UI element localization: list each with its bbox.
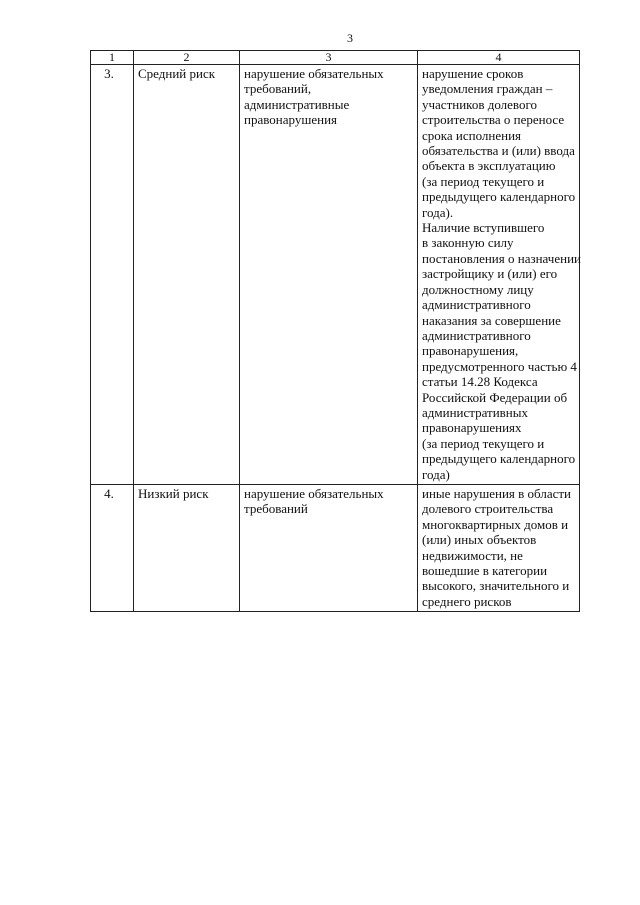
column-header-1: 1 [91,51,134,65]
criteria-line: Наличие вступившего [422,220,545,236]
criteria-line: вошедшие в категории [422,563,548,578]
violation-type-line: требований, [244,81,312,97]
criteria-line: в законную силу [422,235,514,251]
row-number: 4. [91,484,134,611]
violation-type-line: правонарушения [244,112,338,128]
criteria-line: Российской Федерации об [422,389,568,405]
criteria-line: постановления о назначении [422,250,581,266]
criteria-line: года) [422,466,450,482]
risk-category: Средний риск [134,65,240,485]
risk-category-table [90,50,580,612]
criteria-line: строительства о переносе [422,112,565,128]
row-number: 3. [91,65,134,485]
violation-type [240,484,418,611]
criteria-line: года). [422,204,454,220]
violation-type-line: административные [244,96,350,112]
criteria-line: срока исполнения [422,127,522,143]
criteria-line: объекта в эксплуатацию [422,158,556,174]
table-row [91,65,580,485]
violation-type [240,65,418,485]
criteria-line: (за период текущего и [422,435,545,451]
criteria-line: правонарушения, [422,343,519,359]
criteria-line: наказания за совершение [422,312,561,328]
criteria-line: (за период текущего и [422,173,545,189]
criteria-line: обязательства и (или) ввода [422,143,575,159]
criteria-line: правонарушениях [422,420,522,436]
column-header-2: 2 [134,51,240,65]
criteria-line: (или) иных объектов [422,532,537,548]
page-number: 3 [347,31,353,45]
criteria-line: участников долевого [422,96,537,112]
criteria-line: застройщику и (или) его [422,266,558,282]
criteria-line: предыдущего календарного [422,189,576,205]
criteria-line: уведомления граждан – [422,81,553,97]
criteria-line: высокого, значительного и [422,578,570,594]
criteria-line: предусмотренного частью 4 [422,358,577,374]
criteria-line: статьи 14.28 Кодекса [422,374,538,390]
criteria-line: административного [422,297,531,313]
risk-category: Низкий риск [134,484,240,611]
criteria-line: административного [422,327,531,343]
criteria-line: административных [422,404,528,420]
criteria-line: нарушение сроков [422,66,524,81]
criteria-line: должностному лицу [422,281,534,297]
criteria-line: долевого строительства [422,501,554,517]
criteria-line: недвижимости, не [422,547,523,563]
criteria-line: иные нарушения в области [422,485,571,501]
criteria-line: среднего рисков [422,593,512,609]
column-header-3: 3 [240,51,418,65]
column-header-4: 4 [418,51,580,65]
risk-criteria [418,484,580,611]
criteria-line: предыдущего календарного [422,451,576,467]
table-row [91,484,580,611]
table-header-row [91,51,580,65]
violation-type-line: требований [244,501,308,517]
criteria-line: многоквартирных домов и [422,516,569,532]
risk-criteria [418,65,580,485]
violation-type-line: нарушение обязательных [244,66,384,81]
violation-type-line: нарушение обязательных [244,485,384,501]
